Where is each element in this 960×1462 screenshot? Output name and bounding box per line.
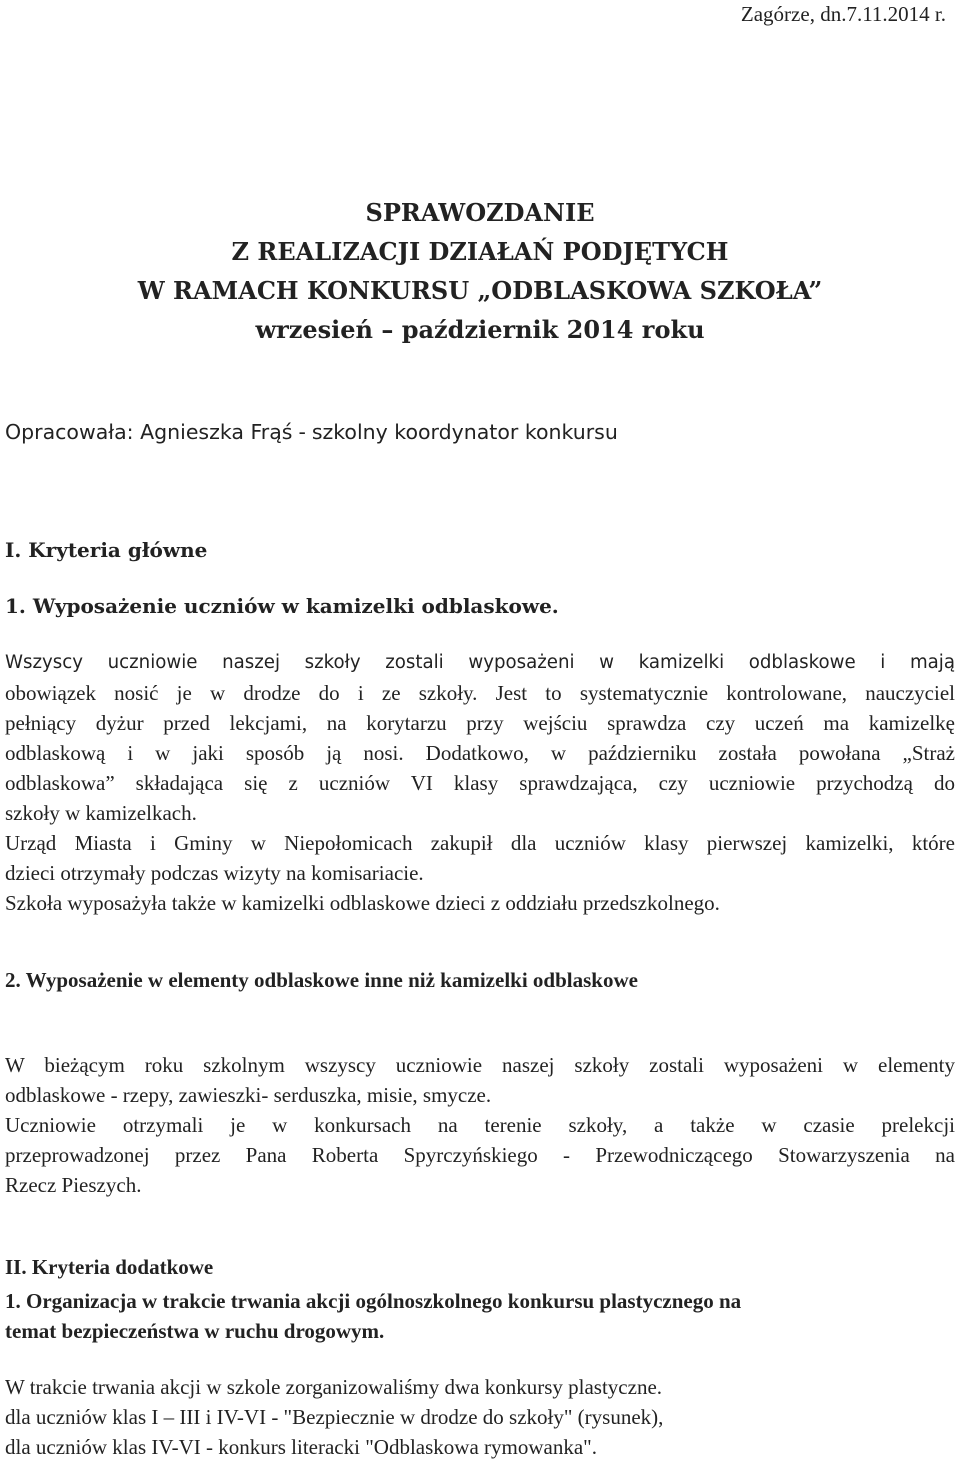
paragraph-line: W bieżącym roku szkolnym wszyscy uczniowie naszej szkoły zostali wyposażeni w elementy [5,1053,955,1077]
paragraph-line: przeprowadzonej przez Pana Roberta Spyrczyńskiego - Przewodniczącego Stowarzyszenia na [5,1143,955,1167]
section-2-heading: II. Kryteria dodatkowe [5,1255,214,1279]
author-line [5,420,618,444]
paragraph-line: dzieci otrzymały podczas wizyty na komisariacie. [5,861,424,885]
section-1-item-1-paragraph [5,678,955,918]
paragraph-line: Uczniowie otrzymali je w konkursach na terenie szkoły, a także w czasie prelekcji [5,1113,955,1137]
paragraph-line: Szkoła wyposażyła także w kamizelki odblaskowe dzieci z oddziału przedszkolnego. [5,891,720,915]
author-name: Opracowała: Agnieszka Frąś [5,420,293,444]
paragraph-line: szkoły w kamizelkach. [5,801,197,825]
paragraph-line: dla uczniów klas IV-VI - konkurs literacki "Odblaskowa rymowanka". [5,1435,597,1459]
paragraph-line: Rzecz Pieszych. [5,1173,142,1197]
title-line-4: wrzesień – październik 2014 roku [255,315,705,344]
section-1-item-1-heading: 1. Wyposażenie uczniów w kamizelki odblaskowe. [5,594,559,618]
paragraph-line: odblaskowa” składająca się z uczniów VI klasy sprawdzająca, czy uczniowie przychodzą do [5,771,955,795]
section-1-item-2-heading: 2. Wyposażenie w elementy odblaskowe inne niż kamizelki odblaskowe [5,968,638,992]
heading-line: 1. Organizacja w trakcie trwania akcji ogólnoszkolnego konkursu plastycznego na [5,1289,742,1313]
author-dash: - [298,420,306,444]
paragraph-line: pełniący dyżur przed lekcjami, na korytarzu przy wejściu sprawdza czy uczeń ma kamizelkę [5,711,955,735]
section-2-item-1-heading [5,1286,955,1346]
paragraph-line: odblaskową i w jaki sposób ją nosi. Dodatkowo, w październiku została powołana „Straż [5,741,955,765]
paragraph-line: Urząd Miasta i Gminy w Niepołomicach zakupił dla uczniów klasy pierwszej kamizelki, które [5,831,955,855]
section-1-item-2-paragraph [5,1050,955,1200]
title-line-3: W RAMACH KONKURSU „ODBLASKOWA SZKOŁA” [137,276,823,305]
paragraph-line: dla uczniów klas I – III i IV-VI - "Bezpiecznie w drodze do szkoły" (rysunek), [5,1405,664,1429]
document-title [0,193,960,349]
title-line-2: Z REALIZACJI DZIAŁAŃ PODJĘTYCH [231,237,729,266]
heading-line: temat bezpieczeństwa w ruchu drogowym. [5,1319,385,1343]
paragraph-line: W trakcie trwania akcji w szkole zorganizowaliśmy dwa konkursy plastyczne. [5,1375,663,1399]
title-line-1: SPRAWOZDANIE [365,198,595,227]
paragraph-line: obowiązek nosić je w drodze do i ze szkoły. Jest to systematycznie kontrolowane, nauczyciel [5,681,955,705]
document-date: Zagórze, dn.7.11.2014 r. [740,2,946,26]
author-role: szkolny koordynator konkursu [311,420,618,444]
section-2-item-1-paragraph [5,1372,955,1462]
section-1-heading: I. Kryteria główne [5,538,208,562]
section-1-item-1-first-line: Wszyscy uczniowie naszej szkoły zostali wyposażeni w kamizelki odblaskowe i mają [5,652,955,673]
paragraph-line: odblaskowe - rzepy, zawieszki- serduszka, misie, smycze. [5,1083,492,1107]
